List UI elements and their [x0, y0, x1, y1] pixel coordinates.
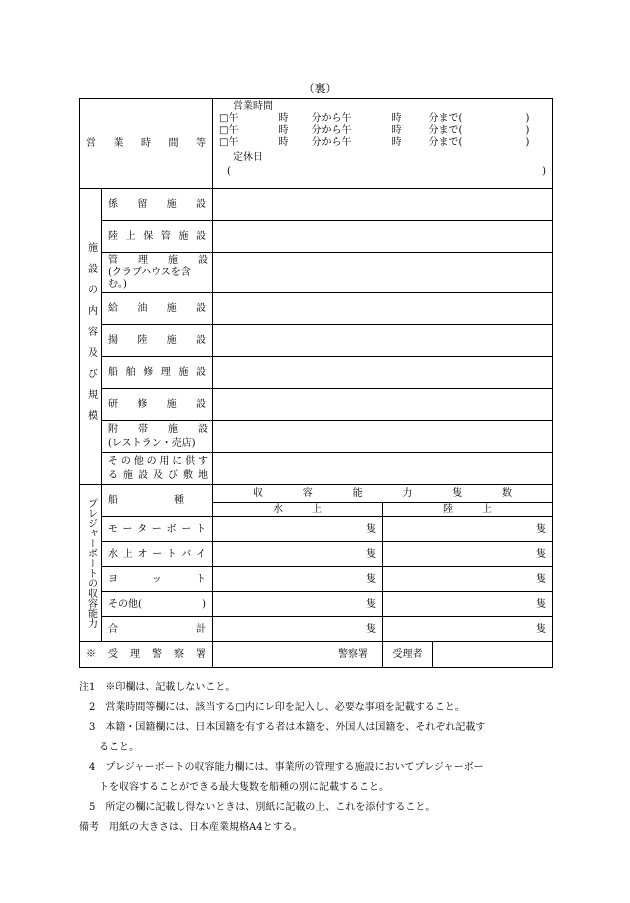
facility-row	[80, 389, 553, 421]
note-line: 4 プレジャーボートの収容能力欄には、事業所の管理する施設においてプレジャーボー	[79, 762, 484, 773]
land-count[interactable]: 隻	[383, 592, 553, 617]
hours-line-3[interactable]: □ 午 時 分から午 時 分まで( )	[219, 137, 530, 148]
facility-value[interactable]	[213, 325, 553, 357]
capacity-row	[80, 517, 553, 542]
water-count[interactable]: 隻	[213, 592, 383, 617]
facility-label: 研修施設	[102, 389, 213, 421]
holiday-line[interactable]: ( )	[227, 166, 547, 177]
facility-value[interactable]	[213, 453, 553, 485]
facilities-group-label: 施設の内容及び規模	[80, 189, 102, 485]
facility-row	[80, 453, 553, 485]
note-line: トを収容することができる最大隻数を船種の別に記載すること。	[79, 782, 389, 793]
note-line: 5 所定の欄に記載し得ないときは、別紙に記載の上、これを添付すること。	[79, 802, 436, 813]
reception-row	[80, 642, 553, 668]
land-count[interactable]: 隻	[383, 617, 553, 642]
facility-value[interactable]	[213, 293, 553, 325]
facility-value[interactable]	[213, 389, 553, 421]
facility-label: 管理施設 (クラブハウスを含 む。)	[102, 253, 213, 293]
facility-value[interactable]	[213, 357, 553, 389]
capacity-row	[80, 567, 553, 592]
facility-label: その他の用に供す る施設及び敷地	[102, 453, 213, 485]
police-station-field[interactable]: 警察署	[213, 642, 383, 668]
facility-row	[80, 253, 553, 293]
land-count[interactable]: 隻	[383, 567, 553, 592]
business-hours-label: 営 業 時 間 等	[80, 99, 213, 189]
facility-row	[80, 325, 553, 357]
water-label: 水上	[213, 503, 383, 517]
note-line: 備考 用紙の大きさは、日本産業規格A4とする。	[79, 822, 303, 833]
land-count[interactable]: 隻	[383, 517, 553, 542]
water-count[interactable]: 隻	[213, 542, 383, 567]
note-line: ること。	[79, 742, 139, 753]
facility-row	[80, 293, 553, 325]
facility-label: 附帯施設 (レストラン・売店)	[102, 421, 213, 453]
note-line: 3 本籍・国籍欄には、日本国籍を有する者は本籍を、外国人は国籍を、それぞれ記載す	[79, 722, 486, 733]
notes	[79, 678, 559, 838]
facility-label: 揚陸施設	[102, 325, 213, 357]
checkbox-icon[interactable]: □	[219, 125, 229, 136]
water-count[interactable]: 隻	[213, 567, 383, 592]
ship-type-label: 船種	[102, 485, 213, 517]
capacity-header: 収容能力隻数	[213, 485, 553, 503]
business-hours-cell[interactable]	[213, 99, 553, 189]
hours-line-1[interactable]: □ 午 時 分から午 時 分まで( )	[219, 113, 530, 124]
ship-type: ヨット	[102, 567, 213, 592]
land-count[interactable]: 隻	[383, 542, 553, 567]
ship-type: モーターボート	[102, 517, 213, 542]
reception-label: ※受理警察署	[80, 642, 213, 668]
capacity-row	[80, 592, 553, 617]
receiver-field[interactable]	[433, 642, 553, 668]
note-line: 注1 ※印欄は、記載しないこと。	[79, 682, 236, 693]
hours-line-2[interactable]: □ 午 時 分から午 時 分まで( )	[219, 125, 530, 136]
checkbox-icon[interactable]: □	[219, 137, 229, 148]
capacity-group-label: プレジャーボートの収容能力	[80, 485, 102, 642]
capacity-row	[80, 542, 553, 567]
water-count[interactable]: 隻	[213, 617, 383, 642]
facility-value[interactable]	[213, 253, 553, 293]
receiver-label: 受理者	[383, 642, 433, 668]
ship-type: その他( )	[102, 592, 213, 617]
facility-label: 船舶修理施設	[102, 357, 213, 389]
capacity-header-row	[80, 485, 553, 503]
ship-type-total: 合計	[102, 617, 213, 642]
facility-row	[80, 221, 553, 253]
business-hours-row	[80, 99, 553, 189]
facility-row	[80, 421, 553, 453]
business-hours-title: 営業時間	[233, 101, 273, 112]
side-label: （裏）	[303, 82, 337, 95]
note-line: 2 営業時間等欄には、該当する□内にレ印を記入し、必要な事項を記載すること。	[79, 702, 465, 713]
application-form-table	[79, 98, 553, 668]
facility-label: 給油施設	[102, 293, 213, 325]
facility-label: 陸上保管施設	[102, 221, 213, 253]
facility-value[interactable]	[213, 421, 553, 453]
capacity-total-row	[80, 617, 553, 642]
facility-value[interactable]	[213, 221, 553, 253]
ship-type: 水上オートバイ	[102, 542, 213, 567]
facility-row	[80, 189, 553, 221]
holiday-label: 定休日	[233, 152, 263, 163]
facility-value[interactable]	[213, 189, 553, 221]
water-count[interactable]: 隻	[213, 517, 383, 542]
checkbox-icon[interactable]: □	[219, 113, 229, 124]
land-label: 陸上	[383, 503, 553, 517]
facility-row	[80, 357, 553, 389]
facility-label: 係留施設	[102, 189, 213, 221]
